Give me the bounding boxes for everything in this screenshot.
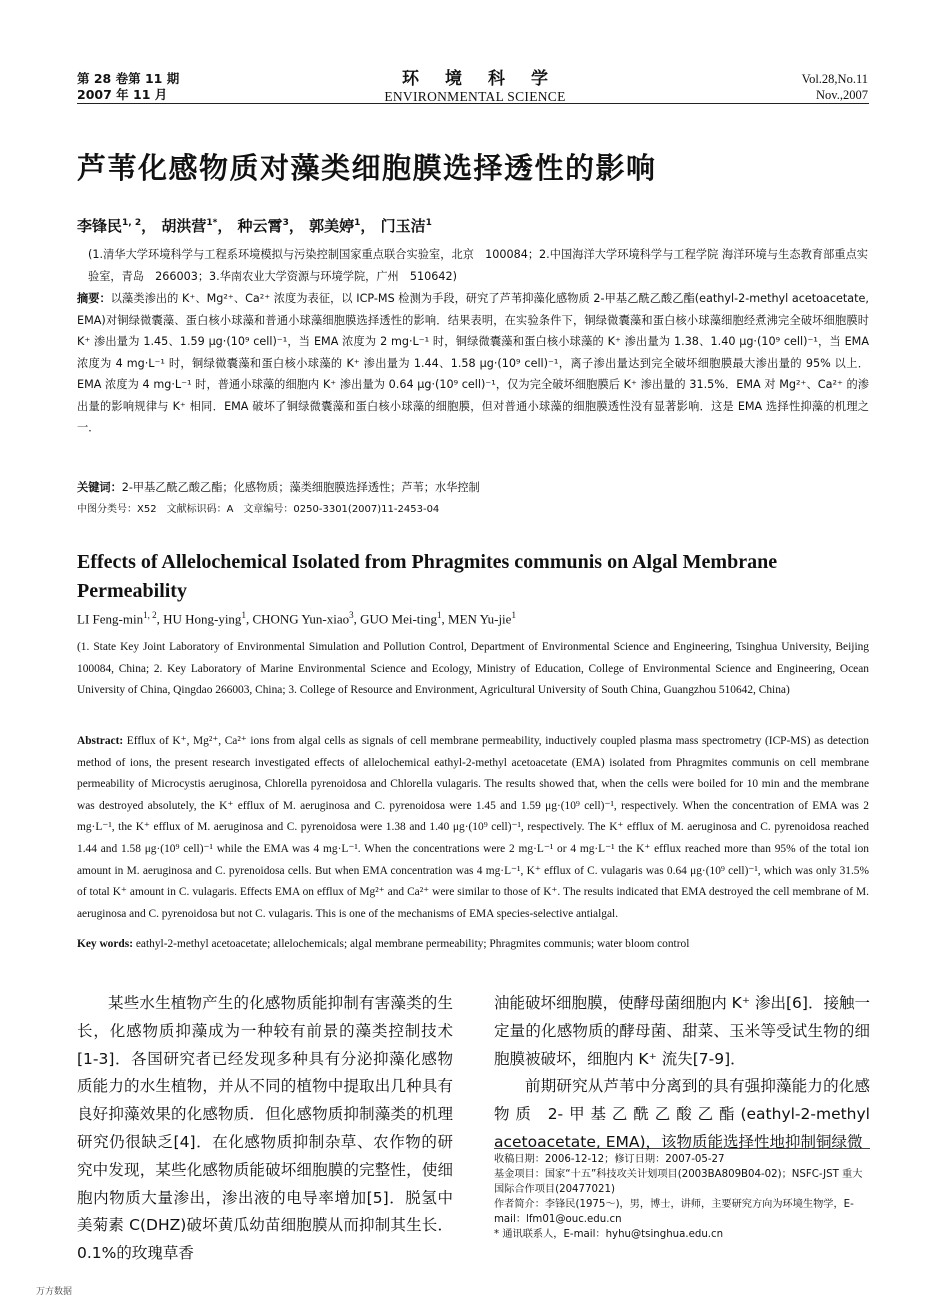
keywords-text-en: eathyl-2-methyl acetoacetate; allelochemicals; algal membrane permeability; Phragmites communis; water bloom control xyxy=(135,938,690,950)
author-name: 门玉洁 xyxy=(380,217,426,235)
author-affil-mark: 1* xyxy=(206,218,218,228)
author-name: CHONG Yun-xiao xyxy=(252,611,350,627)
author-affil-mark: 3 xyxy=(349,610,354,620)
footnote-rule xyxy=(494,1148,870,1149)
keywords-label-en: Key words: xyxy=(77,938,133,950)
issue-info-en xyxy=(802,71,868,103)
abstract-label-cn: 摘要： xyxy=(77,292,111,305)
author-name: MEN Yu-jie xyxy=(448,611,512,627)
author-affil-mark: 1 xyxy=(425,218,432,228)
author-name: LI Feng-min xyxy=(77,611,144,627)
body-paragraph: 某些水生植物产生的化感物质能抑制有害藻类的生长，化感物质抑藻成为一种较有前景的藻类控制技术[1-3]．各国研究者已经发现多种具有分泌抑藻化感物质能力的水生植物，并从不同的植物中提取出几种具有良好抑藻效果的化感物质．但化感物质抑制藻类的机理研究仍很缺乏[4]．在化感物质抑制杂草、农作物的研究中发现，某些化感物质能破坏细胞膜的完整性，使细胞内物质大量渗出，渗出液的电导率增加[5]．脱氢中美菊素 C(DHZ)破坏黄瓜幼苗细胞膜从而抑制其生长．0.1%的玫瑰草香 xyxy=(77,994,453,1263)
date-en: Nov.,2007 xyxy=(816,88,868,102)
body-column-right xyxy=(494,990,870,1157)
author-affil-mark: 1 xyxy=(354,218,361,228)
journal-name-cn: 环境科学 xyxy=(402,69,574,89)
footnotes xyxy=(494,1152,870,1242)
author-affil-mark: 1 xyxy=(241,610,246,620)
author-affil-mark: 1 xyxy=(511,610,516,620)
footnote-fund: 基金项目：国家“十五”科技攻关计划项目(2003BA809B04-02)；NSFC-JST 重大国际合作项目(20477021) xyxy=(494,1169,863,1195)
paper-title-en: Effects of Allelochemical Isolated from Phragmites communis on Algal Membrane Permeability xyxy=(77,551,778,602)
author-list-en: LI Feng-$\min^{1, 2}$, HU Hong-ying$^1$, CHONG Yun-xiao$^3$, GUO Mei-ting$^1$, MEN Yu-jie$^1$ xyxy=(77,610,516,627)
author-name: 李锋民 xyxy=(77,217,123,235)
author-name: 种云霄 xyxy=(237,217,283,235)
author-name: 胡洪营 xyxy=(161,217,207,235)
keywords-cn xyxy=(77,477,869,499)
body-column-left xyxy=(77,990,453,1268)
footnote-received: 收稿日期：2006-12-12；修订日期：2007-05-27 xyxy=(494,1154,725,1165)
volume-en: Vol.28,No.11 xyxy=(801,72,868,86)
abstract-cn xyxy=(77,288,869,439)
affiliation-en: (1. State Key Joint Laboratory of Environmental Simulation and Pollution Control, Department of Environmental Science and Engineering, Tsinghua University, Beijing 100084, China; 2. Key Laboratory of Marine Environmental Science and Ecology, Ministry of Education, College of Environmental Science and Engineering, Ocean University of China, Qingdao 266003, China; 3. College of Resource and Environment, Agricultural University of South China, Guangzhou 510642, China) xyxy=(77,641,869,697)
footnote-author: 作者简介：李锋民(1975～)，男，博士，讲师，主要研究方向为环境生物学，E-mail：lfm01@ouc.edu.cn xyxy=(494,1199,854,1225)
journal-name xyxy=(330,69,620,105)
page-footer-watermark: 万方数据 xyxy=(36,1287,73,1297)
author-affil-mark: 1, 2 xyxy=(143,610,157,620)
author-affil-mark: 1, 2 xyxy=(122,218,142,228)
abstract-en xyxy=(77,731,869,925)
footnote-corresponding: * 通讯联系人，E-mail：hyhu@tsinghua.edu.cn xyxy=(494,1229,724,1240)
keywords-en xyxy=(77,934,869,956)
issue-info-cn xyxy=(77,71,179,103)
author-name: HU Hong-ying xyxy=(163,611,242,627)
keywords-label-cn: 关键词： xyxy=(77,481,122,494)
author-name: GUO Mei-ting xyxy=(360,611,438,627)
body-paragraph: 油能破坏细胞膜，使酵母菌细胞内 K⁺ 渗出[6]．接触一定量的化感物质的酵母菌、甜菜、玉米等受试生物的细胞膜被破坏，细胞内 K⁺ 流失[7-9]． xyxy=(494,994,870,1068)
author-affil-mark: 3 xyxy=(282,218,289,228)
abstract-text-en: Efflux of K⁺, Mg²⁺, Ca²⁺ ions from algal cells as signals of cell membrane permeability, inductively coupled plasma mass spectrometry (ICP-MS) as detection method of ions, the present research investigated effects of allelochemical eathyl-2-methyl acetoacetate (EMA) isolated from Phragmites communis on cell membrane permeability of Microcystis aeruginosa, Chlorella pyrenoidosa and Chlorella vulagaris. The results showed that, when the cells were boiled for 10 min and the membrane was destroyed absolutely, the K⁺ efflux of M. aeruginosa and C. pyrenoidosa were 1.45 and 1.59 μg·(10⁹ cell)⁻¹, respectively. When the concentration of EMA was 2 mg·L⁻¹, the K⁺ efflux of M. aeruginosa and C. pyrenoidosa were 1.38 and 1.40 μg·(10⁹ cell)⁻¹, respectively. The K⁺ efflux of M. aeruginosa and C. pyrenoidosa reached 1.44 and 1.58 μg·(10⁹ cell)⁻¹ while the EMA was 4 mg·L⁻¹. When the concentrations were 2 mg·L⁻¹ or 4 mg·L⁻¹ the K⁺ efflux reached more than 95% of the total ion amount in M. aeruginosa and C. pyrenoidosa cells. But when EMA concentration was 4 mg·L⁻¹, K⁺ efflux of C. vulagaris was 0.64 μg·(10⁹ cell)⁻¹, which was only 31.5% of total K⁺ amount in C. vulagaris. Effects EMA on efflux of Mg²⁺ and Ca²⁺ were similar to those of K⁺. The results indicated that EMA destroyed the cell membrane of M. aeruginosa and C. pyrenoidosa but not C. vulagaris. This is one of the mechanisms of EMA species-selective antialgal. xyxy=(77,735,869,920)
author-affil-mark: 1 xyxy=(437,610,442,620)
author-name: 郭美婷 xyxy=(309,217,355,235)
keywords-text-cn: 2-甲基乙酰乙酸乙酯；化感物质；藻类细胞膜选择透性；芦苇；水华控制 xyxy=(121,481,480,494)
affiliation-cn: (1.清华大学环境科学与工程系环境模拟与污染控制国家重点联合实验室，北京 100084；2.中国海洋大学环境科学与工程学院 海洋环境与生态教育部重点实验室，青岛 266003；3.华南农业大学资源与环境学院，广州 510642) xyxy=(88,248,868,283)
abstract-text-cn: 以藻类渗出的 K⁺、Mg²⁺、Ca²⁺ 浓度为表征，以 ICP-MS 检测为手段，研究了芦苇抑藻化感物质 2-甲基乙酰乙酸乙酯(eathyl-2-methyl acetoacetate, EMA)对铜绿微囊藻、蛋白核小球藻和普通小球藻细胞膜选择透性的影响．结果表明，在实验条件下，铜绿微囊藻和蛋白核小球藻细胞经煮沸完全破坏细胞膜时 K⁺ 渗出量为 1.45、1.59 μg·(10⁹ cell)⁻¹，当 EMA 浓度为 2 mg·L⁻¹ 时，铜绿微囊藻和蛋白核小球藻的 K⁺ 渗出量为 1.38、1.40 μg·(10⁹ cell)⁻¹，当 EMA 浓度为 4 mg·L⁻¹ 时，铜绿微囊藻和蛋白核小球藻的 K⁺ 渗出量为 1.44、1.58 μg·(10⁹ cell)⁻¹，离子渗出量达到完全破坏细胞膜最大渗出量的 95% 以上．EMA 浓度为 4 mg·L⁻¹ 时，普通小球藻的细胞内 K⁺ 渗出量为 0.64 μg·(10⁹ cell)⁻¹，仅为完全破坏细胞膜后 K⁺ 渗出量的 31.5%．EMA 对 Mg²⁺、Ca²⁺ 的渗出量的影响规律与 K⁺ 相同．EMA 破坏了铜绿微囊藻和蛋白核小球藻的细胞膜，但对普通小球藻的细胞膜透性没有显著影响．这是 EMA 选择性抑藻的机理之一． xyxy=(77,292,869,434)
header-rule xyxy=(77,103,869,104)
journal-name-en: ENVIRONMENTAL SCIENCE xyxy=(384,89,566,104)
paper-title-cn: 芦苇化感物质对藻类细胞膜选择透性的影响 xyxy=(77,151,657,185)
date-cn: 2007 年 11 月 xyxy=(77,87,168,102)
classification-line: 中图分类号：X52 文献标识码：A 文章编号：0250-3301(2007)11-2453-04 xyxy=(77,504,440,515)
volume-cn: 第 28 卷第 11 期 xyxy=(77,71,180,86)
abstract-label-en: Abstract: xyxy=(77,735,124,747)
body-paragraph: 前期研究从芦苇中分离到的具有强抑藻能力的化感物质 2-甲基乙酰乙酸乙酯(eathyl-2-methyl acetoacetate, EMA)，该物质能选择性地抑制铜绿微 xyxy=(494,1077,870,1151)
author-list-cn: 李锋民$^{1, 2}$， 胡洪营$^{1*}$， 种云霄$^3$， 郭美婷$^1$， 门玉洁$^1$ xyxy=(77,217,432,235)
